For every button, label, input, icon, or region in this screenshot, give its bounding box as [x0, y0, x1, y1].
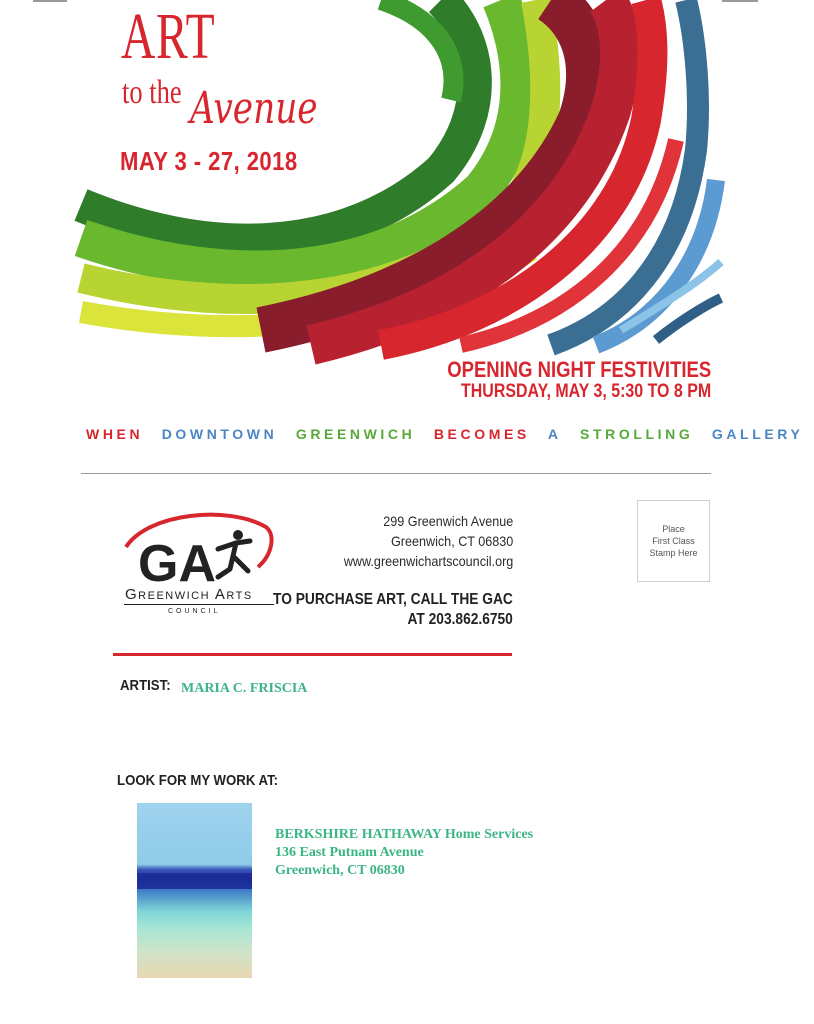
- look-for-label: LOOK FOR MY WORK AT:: [117, 772, 279, 789]
- address-city: Greenwich, CT 06830: [390, 533, 513, 549]
- tagline-word: WHEN: [86, 426, 144, 442]
- title-to-the: to the: [122, 74, 182, 111]
- address-block: [344, 511, 513, 571]
- hero-artwork: [81, 0, 711, 340]
- purchase-block: [273, 590, 513, 630]
- divider-red: [113, 653, 512, 656]
- venue-street: 136 East Putnam Avenue: [275, 845, 424, 860]
- artist-label: ARTIST:: [120, 677, 171, 694]
- purchase-phone: AT 203.862.6750: [407, 611, 513, 628]
- opening-night-heading: OPENING NIGHT FESTIVITIES: [447, 357, 711, 382]
- tagline-word: BECOMES: [433, 426, 530, 442]
- stamp-line-3: Stamp Here: [649, 548, 698, 558]
- venue-block: [275, 826, 533, 880]
- title-art: ART: [121, 0, 216, 73]
- address-street: 299 Greenwich Avenue: [382, 513, 513, 529]
- artist-name: MARIA C. FRISCIA: [181, 681, 308, 696]
- tagline: [86, 426, 814, 442]
- divider: [81, 473, 711, 474]
- logo-initials: GA: [138, 535, 216, 593]
- logo-rule: [124, 604, 274, 605]
- title-avenue: Avenue: [190, 83, 318, 134]
- opening-night-time: THURSDAY, MAY 3, 5:30 TO 8 PM: [460, 381, 711, 402]
- tagline-word: A: [547, 426, 562, 442]
- tagline-word: GREENWICH: [295, 426, 416, 442]
- tagline-word: STROLLING: [580, 426, 694, 442]
- logo-name: Greenwich Arts: [125, 586, 253, 603]
- stamp-line-2: First Class: [652, 536, 695, 546]
- purchase-line-1: TO PURCHASE ART, CALL THE GAC: [273, 591, 513, 608]
- venue-city: Greenwich, CT 06830: [275, 863, 405, 878]
- stamp-line-1: Place: [662, 524, 685, 534]
- scan-mark-right: [722, 0, 758, 2]
- event-dates: MAY 3 - 27, 2018: [120, 146, 298, 176]
- artwork-image: [137, 803, 252, 978]
- tagline-word: GALLERY: [711, 426, 804, 442]
- logo-council: COUNCIL: [168, 608, 221, 615]
- venue-name: BERKSHIRE HATHAWAY Home Services: [275, 827, 534, 842]
- tagline-word: DOWNTOWN: [161, 426, 278, 442]
- opening-night-block: [397, 357, 711, 403]
- address-website: www.greenwichartscouncil.org: [343, 553, 513, 569]
- scan-mark-left: [33, 0, 67, 2]
- stamp-box: [637, 500, 710, 582]
